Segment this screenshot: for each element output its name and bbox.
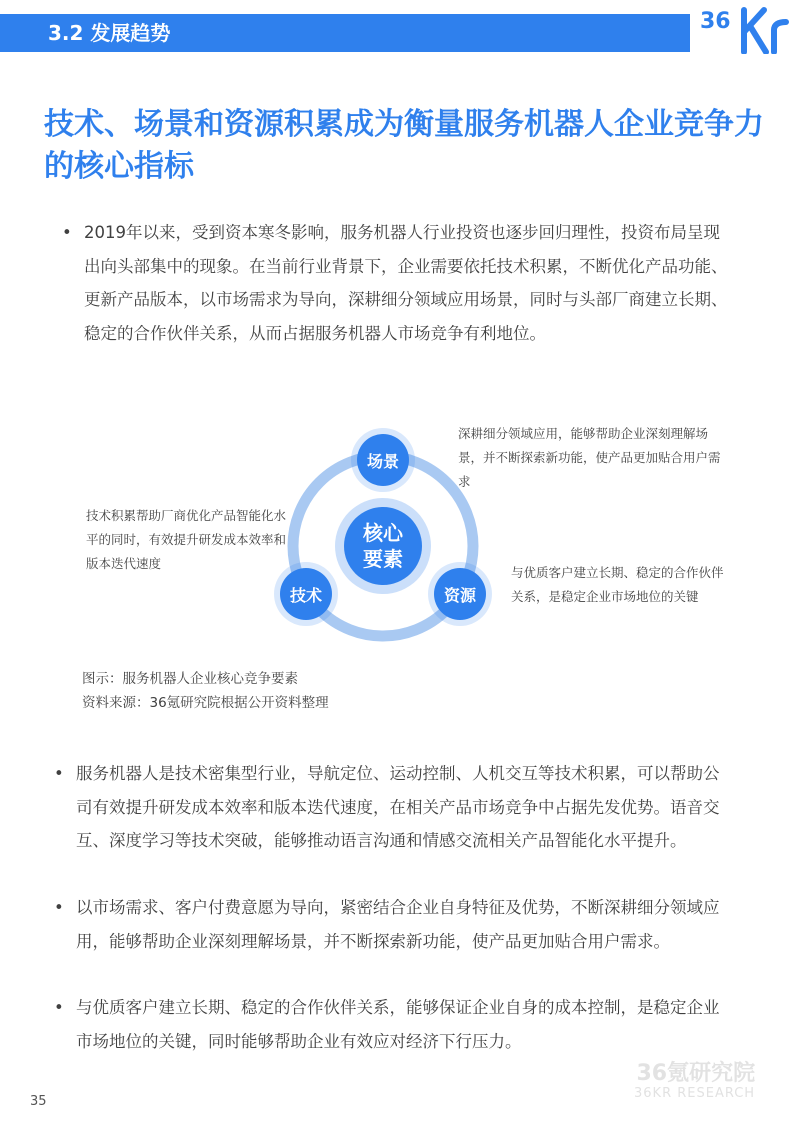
- 36kr-logo: [700, 2, 794, 54]
- core-elements-node: [344, 507, 422, 585]
- watermark: [634, 1062, 755, 1102]
- intro-bullet-text: 2019年以来，受到资本寒冬影响，服务机器人行业投资也逐步回归理性，投资布局呈现出向头部集中的现象。在当前行业背景下，企业需要依托技术积累，不断优化产品功能、更新产品版本，以市场需求为导向，深耕细分领域应用场景，同时与头部厂商建立长期、稳定的合作伙伴关系，从而占据服务机器人市场竞争有利地位。: [84, 223, 728, 343]
- bullet-text: 以市场需求、客户付费意愿为导向，紧密结合企业自身特征及优势，不断深耕细分领域应用，能够帮助企业深刻理解场景，并不断探索新功能，使产品更加贴合用户需求。: [76, 898, 720, 951]
- bullet-text: 与优质客户建立长期、稳定的合作伙伴关系，能够保证企业自身的成本控制，是稳定企业市场地位的关键，同时能够帮助企业有效应对经济下行压力。: [76, 998, 720, 1051]
- section-header-bar: [0, 14, 690, 52]
- bullet-technology: [54, 757, 732, 858]
- svg-text:36: 36: [700, 9, 731, 34]
- bullet-marker: •: [54, 998, 64, 1017]
- section-title: 3.2 发展趋势: [48, 21, 171, 45]
- figure-source: 资料来源：36氪研究院根据公开资料整理: [82, 695, 329, 711]
- bullet-text: 服务机器人是技术密集型行业，导航定位、运动控制、人机交互等技术积累，可以帮助公司有效提升研发成本效率和版本迭代速度，在相关产品市场竞争中占据先发优势。语音交互、深度学习等技术突破，能够推动语言沟通和情感交流相关产品智能化水平提升。: [76, 764, 720, 850]
- scene-description: 深耕细分领域应用，能够帮助企业深刻理解场景，并不断探索新功能，使产品更加贴合用户需求: [458, 426, 721, 489]
- core-label-line1: 核心: [363, 521, 403, 545]
- core-label-line2: 要素: [363, 547, 403, 571]
- tech-description: 技术积累帮助厂商优化产品智能化水平的同时，有效提升研发成本效率和版本迭代速度: [86, 508, 287, 571]
- core-elements-diagram: [0, 410, 794, 650]
- watermark-main: 36氪研究院: [636, 1061, 756, 1086]
- page-number: 35: [30, 1094, 47, 1109]
- figure-caption: 图示：服务机器人企业核心竞争要素: [82, 671, 298, 687]
- bullet-marker: •: [54, 764, 64, 783]
- bullet-marker: •: [62, 223, 72, 242]
- bullet-resource: [54, 991, 732, 1058]
- tech-node: 技术: [280, 568, 332, 620]
- resource-node: 资源: [434, 568, 486, 620]
- resource-description: 与优质客户建立长期、稳定的合作伙伴关系，是稳定企业市场地位的关键: [511, 565, 724, 604]
- intro-bullet: [62, 216, 734, 350]
- bullet-marker: •: [54, 898, 64, 917]
- bullet-scene: [54, 891, 732, 958]
- watermark-sub: 36KR RESEARCH: [634, 1086, 756, 1101]
- page-title: 技术、场景和资源积累成为衡量服务机器人企业竞争力的核心指标: [44, 107, 764, 184]
- scene-node: 场景: [357, 434, 409, 486]
